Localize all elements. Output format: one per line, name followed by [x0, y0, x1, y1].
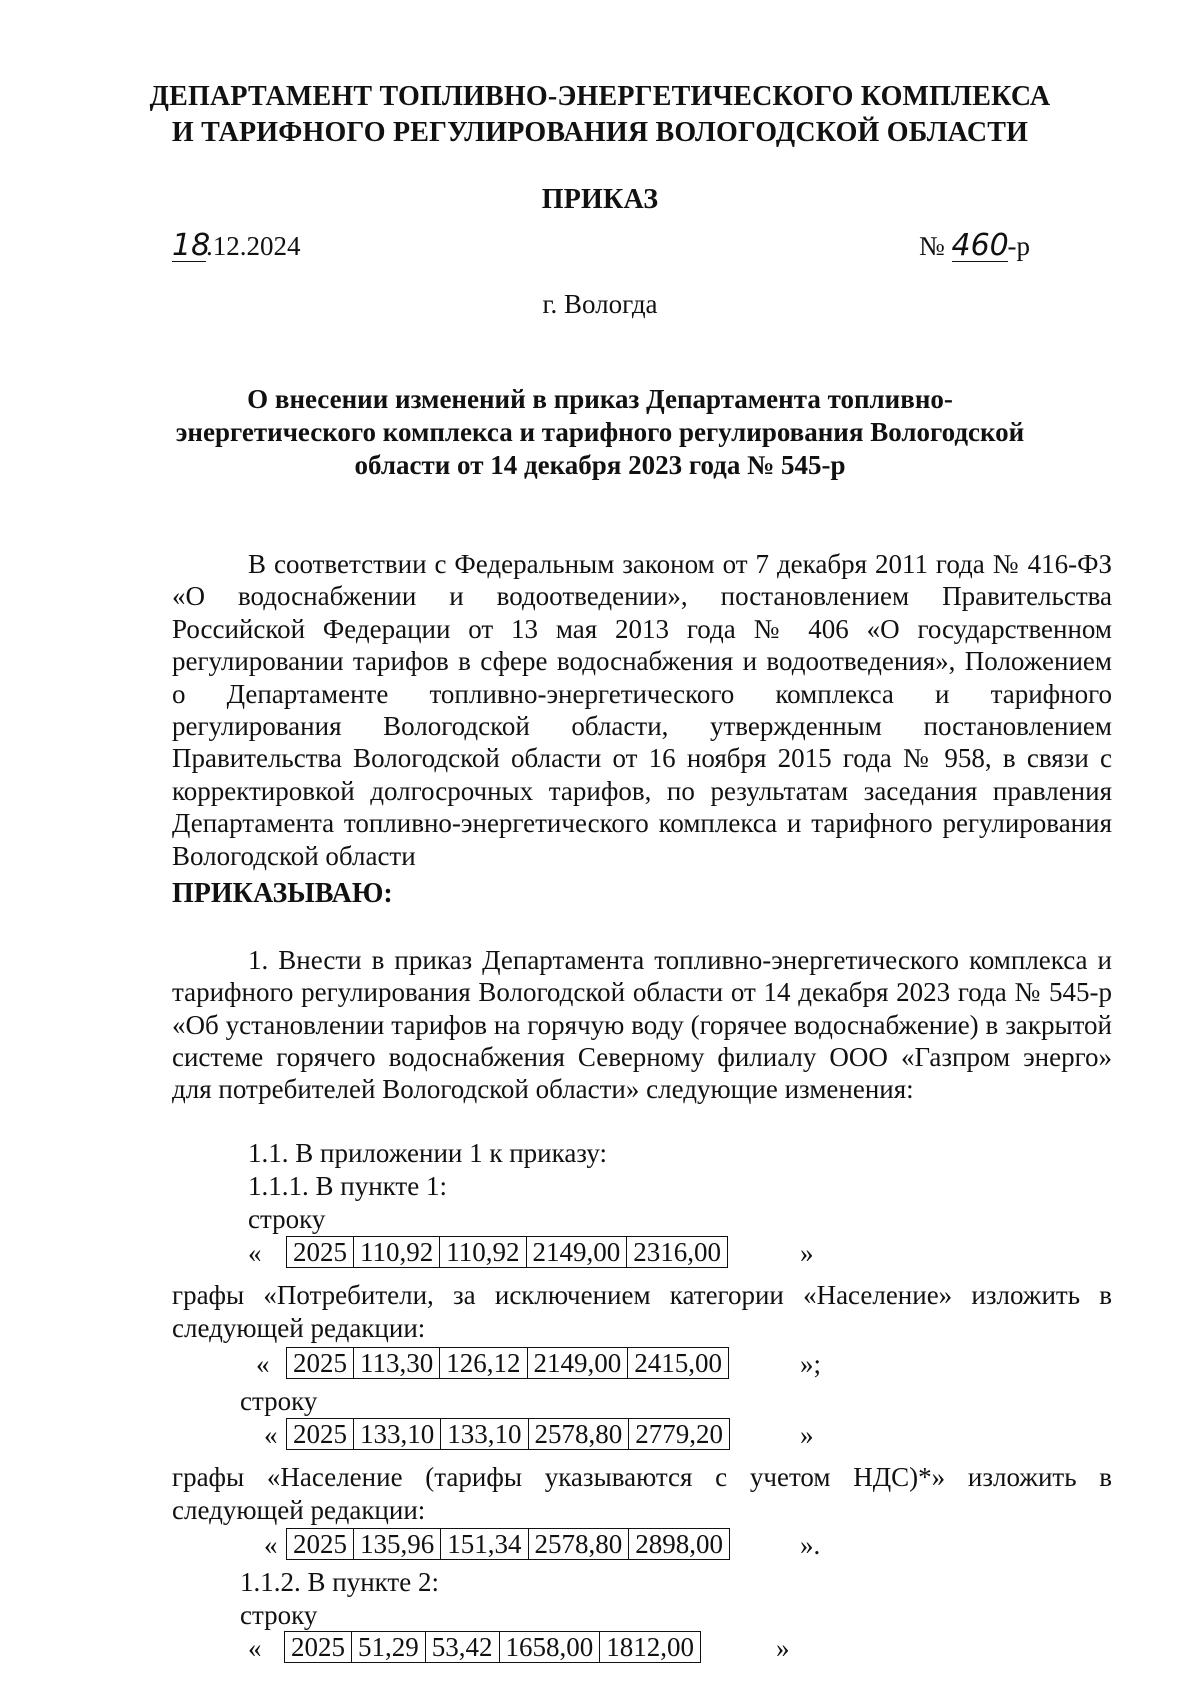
- order-word: ПРИКАЗЫВАЮ:: [172, 878, 393, 909]
- item-1-text: 1. Внести в приказ Департамента топливно-энергетического комплекса и тарифного регулирования Вологодской области от 14 декабря 2023 года № 545-р «Об установлении тарифов на горячую воду (горячее водоснабжение) в закрытой системе горячего водоснабжения Северному филиалу ООО «Газпром энерго» для потребителей Вологодской области» следующие изменения:: [172, 945, 1112, 1105]
- tariff-cell: 133,10: [441, 1419, 528, 1450]
- tariff-cell: 1658,00: [499, 1632, 600, 1663]
- graph-1-line1: [172, 1279, 1112, 1312]
- tariff-cell: 110,92: [440, 1237, 526, 1268]
- tariff-cell: 2025: [287, 1529, 354, 1560]
- row-open-quote: «: [264, 1530, 278, 1560]
- tariff-cell: 2415,00: [628, 1348, 729, 1379]
- department-header-line2: И ТАРИФНОГО РЕГУЛИРОВАНИЯ ВОЛОГОДСКОЙ ОБЛАСТИ: [171, 117, 1029, 148]
- row-close-quote: »: [800, 1238, 814, 1268]
- row-close-quote: »: [776, 1633, 790, 1663]
- row-word-1: строку: [248, 1204, 326, 1234]
- tariff-cell: 126,12: [440, 1348, 527, 1379]
- item-1-1-1: 1.1.1. В пункте 1:: [248, 1171, 447, 1201]
- graph-2-line2: следующей редакции:: [172, 1495, 426, 1525]
- tariff-table: [286, 1236, 728, 1268]
- title-line3: области от 14 декабря 2023 года № 545-р: [354, 450, 846, 480]
- item-1: [172, 944, 1112, 1105]
- preamble: [172, 548, 1112, 872]
- doc-type: ПРИКАЗ: [541, 184, 659, 215]
- row-word-3: строку: [240, 1600, 318, 1630]
- tariff-cell: 2149,00: [527, 1348, 628, 1379]
- tariff-cell: 135,96: [354, 1529, 441, 1560]
- order-date-day: 18: [172, 228, 211, 263]
- department-header-line1: ДЕПАРТАМЕНТ ТОПЛИВНО-ЭНЕРГЕТИЧЕСКОГО КОМПЛЕКСА: [149, 81, 1051, 112]
- row-close-quote: »: [800, 1420, 814, 1450]
- tariff-cell: 1812,00: [600, 1632, 701, 1663]
- tariff-cell: 2025: [287, 1237, 354, 1268]
- tariff-table: [286, 1418, 730, 1450]
- order-number-value: 460: [951, 228, 1009, 263]
- item-1-1: 1.1. В приложении 1 к приказу:: [248, 1138, 608, 1168]
- order-number: [919, 230, 1030, 262]
- order-number-suffix: -р: [1007, 231, 1030, 261]
- title-line1: О внесении изменений в приказ Департамента топливно-: [247, 384, 953, 414]
- title-line2: энергетического комплекса и тарифного регулирования Вологодской: [175, 417, 1025, 447]
- tariff-cell: 2149,00: [526, 1237, 627, 1268]
- row-open-quote: «: [248, 1633, 262, 1663]
- preamble-text: В соответствии с Федеральным законом от 7 декабря 2011 года № 416-ФЗ «О водоснабжении и водоотведении», постановлением Правительства Российской Федерации от 13 мая 2013 года № 406 «О государственном регулировании тарифов в сфере водоснабжения и водоотведения», Положением о Департаменте топливно-энергетического комплекса и тарифного регулирования Вологодской области, утвержденным постановлением Правительства Вологодской области от 16 ноября 2015 года № 958, в связи с корректировкой долгосрочных тарифов, по результатам заседания правления Департамента топливно-энергетического комплекса и тарифного регулирования Вологодской области: [172, 549, 1112, 871]
- tariff-cell: 2898,00: [629, 1529, 730, 1560]
- tariff-cell: 151,34: [441, 1529, 528, 1560]
- tariff-cell: 110,92: [354, 1237, 440, 1268]
- row-open-quote: «: [248, 1238, 262, 1268]
- graph-1-line2: следующей редакции:: [172, 1313, 426, 1343]
- tariff-cell: 133,10: [354, 1419, 441, 1450]
- row-open-quote: «: [256, 1349, 270, 1379]
- tariff-cell: 2316,00: [627, 1237, 728, 1268]
- tariff-cell: 2025: [287, 1419, 354, 1450]
- order-date-rest: .12.2024: [206, 231, 301, 261]
- row-open-quote: «: [264, 1420, 278, 1450]
- tariff-cell: 2578,80: [528, 1419, 629, 1450]
- city: г. Вологда: [542, 289, 658, 319]
- tariff-cell: 53,42: [425, 1632, 499, 1663]
- tariff-table: [284, 1631, 701, 1663]
- tariff-cell: 2025: [287, 1348, 354, 1379]
- row-close-quote: »;: [800, 1349, 822, 1379]
- graph-2-text: графы «Население (тарифы указываются с учетом НДС)*» изложить в: [172, 1462, 1112, 1492]
- item-1-1-2: 1.1.2. В пункте 2:: [240, 1567, 439, 1597]
- graph-2-line1: [172, 1461, 1112, 1494]
- tariff-cell: 113,30: [354, 1348, 440, 1379]
- tariff-cell: 51,29: [352, 1632, 426, 1663]
- order-date: [172, 230, 301, 262]
- graph-1-text: графы «Потребители, за исключением категории «Население» изложить в: [172, 1280, 1112, 1310]
- tariff-table: [286, 1347, 729, 1379]
- tariff-table: [286, 1528, 730, 1560]
- tariff-cell: 2779,20: [629, 1419, 730, 1450]
- row-close-quote: ».: [800, 1530, 821, 1560]
- row-word-2: строку: [240, 1386, 318, 1416]
- order-number-prefix: №: [918, 231, 952, 261]
- tariff-cell: 2578,80: [528, 1529, 629, 1560]
- tariff-cell: 2025: [285, 1632, 352, 1663]
